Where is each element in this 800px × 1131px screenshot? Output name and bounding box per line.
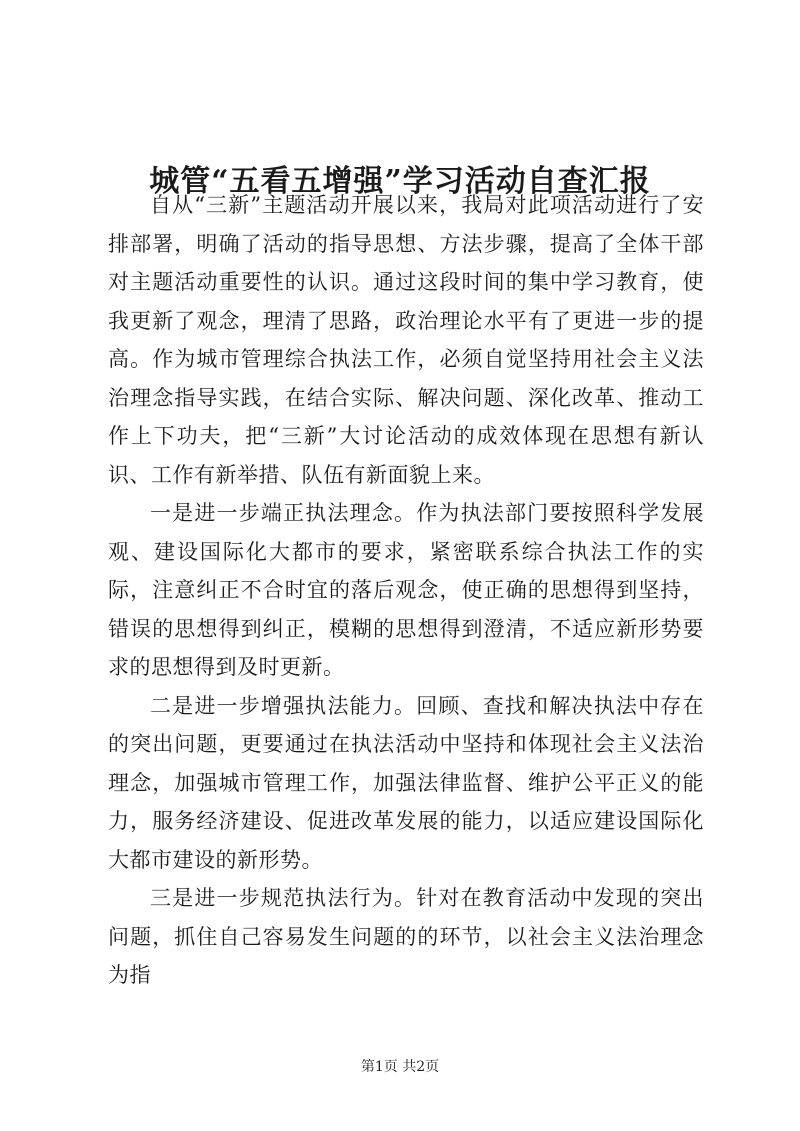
document-title: 城管“五看五增强”学习活动自查汇报 xyxy=(149,164,651,200)
document-body xyxy=(108,186,704,995)
paragraph-point-3: 三是进一步规范执法行为。针对在教育活动中发现的突出问题，抓住自己容易发生问题的的环节，以社会主义法治理念为指 xyxy=(108,886,704,987)
paragraph-point-1: 一是进一步端正执法理念。作为执法部门要按照科学发展观、建设国际化大都市的要求，紧密联系综合执法工作的实际，注意纠正不合时宜的落后观念，使正确的思想得到坚持，错误的思想得到纠正，模糊的思想得到澄清，不适应新形势要求的思想得到及时更新。 xyxy=(108,501,704,679)
page-number-footer: 第1页 共2页 xyxy=(360,1059,440,1075)
paragraph-intro: 自从“三新”主题活动开展以来，我局对此项活动进行了安排部署，明确了活动的指导思想、方法步骤，提高了全体干部对主题活动重要性的认识。通过这段时间的集中学习教育，使我更新了观念，理清了思路，政治理论水平有了更进一步的提高。作为城市管理综合执法工作，必须自觉坚持用社会主义法治理念指导实践，在结合实际、解决问题、深化改革、推动工作上下功夫，把“三新”大讨论活动的成效体现在思想有新认识、工作有新举措、队伍有新面貌上来。 xyxy=(108,193,704,487)
paragraph-point-2: 二是进一步增强执法能力。回顾、查找和解决执法中存在的突出问题，更要通过在执法活动中坚持和体现社会主义法治理念，加强城市管理工作，加强法律监督、维护公平正义的能力，服务经济建设、促进改革发展的能力，以适应建设国际化大都市建设的新形势。 xyxy=(108,693,704,872)
